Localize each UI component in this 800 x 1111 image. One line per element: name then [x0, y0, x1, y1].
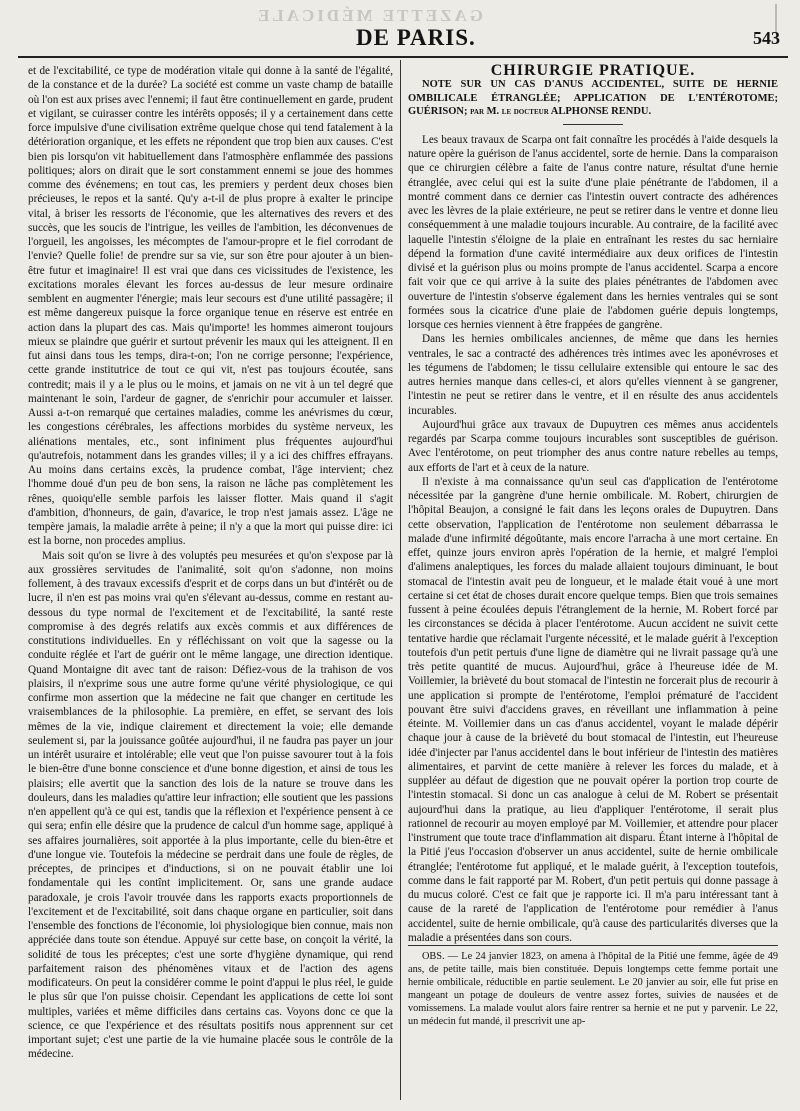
title-separator	[563, 124, 623, 125]
right-column	[408, 64, 778, 1028]
left-paragraph-1: et de l'excitabilité, ce type de modération vitale qui donne à la santé de l'égalité, de la constance et de la durée? La société est comme un vaste champ de bataille où l'on est aux prises avec l'ennemi; il faut être continuellement en garde, prudent et vigilant, se cuirasser contre les intérêts opposés; il y a certainement dans cette force impulsive d'une civilisation extrême quelque chose qui tend fatalement à la détérioration organique, et les effets ne répondent que trop bien aux causes. C'est bien pis lorsqu'on vit habituellement dans l'atmosphère enflammée des passions politiques; alors on dirait que le sort constamment ennemi se joue des hommes comme des événemens; en tout cas, les premiers y perdent deux choses bien précieuses, le repos et la santé. Qu'y a-t-il de plus propre à exalter le principe vital, à briser les ressorts de l'économie, que les alternatives des revers et des succès, que les soucis de l'intrigue, les veilles de l'ambition, les déconvenues de l'orgueil, les angoisses, les mécomptes de l'amour-propre et le fiel corrodant de l'envie? Quelle folie! de prendre sur sa vie, sur son être pour ajouter à un bien-être futur et imaginaire! Il est vrai que dans ces vicissitudes de l'existence, les excitations morales élevant les forces au-dessus de leur mesure ordinaire semblent en augmenter l'énergie; mais leur secours est d'une utilité passagère; il est même dangereux puisque la force organique tenue en réserve est entrée en action dans la plupart des cas. Mais qu'importe! les hommes aimeront toujours mieux se plaindre que guérir et surtout prévenir les maux qui les atteignent. Il en fut ainsi dans tous les temps, dira-t-on; l'on ne corrige personne; l'expérience, cette grande institutrice de tout ce qui vit, n'est pas toujours écoutée, sans contredit; mais il y a le plus ou le moins, et jamais on ne vit à un tel degré que maintenant le soin, l'ardeur de gagner, de s'enrichir pour accumuler et laisser. Aussi a-t-on remarqué que certaines maladies, comme les anévrismes du cœur, les congestions cérébrales, les affections morbides du système nerveux, les aliénations mentales, etc., sont infiniment plus fréquentes aujourd'hui qu'autrefois, notamment dans les grandes villes; il y a ici des chiffres effrayans. Au moins dans certains excès, la prudence combat, l'âge intervient; chez l'homme doué d'un peu de bon sens, la raison ne lâche pas complètement les rênes, quoiqu'elle semble parfois les laisser flotter. Mais quand il s'agit d'ambition, d'honneurs, de gain, d'avarice, le trop n'est jamais assez. L'âge ne tempère jamais, la maladie arrête à peine; il n'y a que la mort qui puisse dire: ici est la borne, non procedes amplius.	[28, 65, 394, 548]
right-paragraph-1: Les beaux travaux de Scarpa ont fait connaître les procédés à l'aide desquels la nature opère la guérison de l'anus accidentel, sorte de hernie. Dans la comparaison que ce chirurgien célèbre a faite de l'anus contre nature, résultat d'une hernie étranglée, avec celui qui est la suite d'une plaie pénétrante de l'abdomen, il a montré comment dans ce dernier cas l'intestin ouvert contracte des adhérences avec les lèvres de la plaie extérieure, ne peut se retirer dans le ventre et donne lieu conséquemment à une maladie toujours incurable. Au contraire, de la facilité avec laquelle l'intestin s'éloigne de la plaie en entraînant les restes du sac herniaire dépend la formation d'une cavité intermédiaire aux deux orifices de l'intestin divisé et la guérison plus ou moins prompte de l'anus accidentel. Scarpa a encore fait voir que ce qui arrive à la suite des plaies pénétrantes de l'abdomen avec ouverture de l'intestin s'observe également dans les hernies ventrales qui se sont formées sous la cicatrice d'une plaie de l'abdomen guérie depuis longtemps, lorsque ces hernies viennent à être frappées de gangrène.	[408, 133, 778, 331]
left-column	[28, 64, 393, 1062]
journal-title: DE PARIS.	[356, 25, 476, 50]
right-paragraph-3: Aujourd'hui grâce aux travaux de Dupuytren ces mêmes anus accidentels regardés par Scarpa comme toujours incurables sont susceptibles de guérison. Avec l'entérotome, on peut triompher des anus contre nature rebelles au temps, aux efforts de l'art et à ceux de la nature.	[408, 418, 778, 474]
column-divider	[400, 60, 401, 1100]
observation-paragraph: OBS. — Le 24 janvier 1823, on amena à l'hôpital de la Pitié une femme, âgée de 49 ans, de petite taille, mais bien constituée. Depuis longtemps cette femme portait une hernie ombilicale, réductible en partie seulement. Le 20 janvier au soir, elle fut prise en mangeant un potage de douleurs de ventre assez fortes, suivies de nausées et de vomissemens. La malade voulut alors faire rentrer sa hernie et ne put y parvenir. Le 22, un médecin fut mandé, il prescrivit une ap-	[408, 945, 778, 1028]
page-number: 543	[753, 28, 780, 48]
right-paragraph-4: Il n'existe à ma connaissance qu'un seul cas d'application de l'entérotome nécessitée par la gangrène d'une hernie ombilicale. M. Robert, chirurgien de l'hôpital Beaujon, a consigné le fait dans les leçons orales de Dupuytren. Dans cette observation, l'application de l'entérotome non seulement débarrassa le malade d'une infirmité dégoûtante, mais encore l'arracha à une mort certaine. En effet, quinze jours environ après l'opération de la hernie, et malgré l'emploi d'alimens analeptiques, les forces du malade allaient toujours diminuant, le bout stomacal de l'intestin avait peu de longueur, et le malade était voué à une mort certaine si cet état de choses durait encore quelque temps. Bien que trois semaines fussent à peine écoulées depuis l'étranglement de la hernie, M. Robert forcé par les circonstances se décida à placer l'entérotome. Aucun accident ne suivit cette tentative hardie que réclamait l'urgente nécessité, et le malade guérit à l'exception toutefois d'un petit pertuis d'une ligne de diamètre qui ne livrait passage qu'à une très petite quantité de mucus. Aujourd'hui, grâce à l'heureuse idée de M. Voillemier, la brièveté du bout stomacal de l'intestin ne forcerait plus de recourir à une application si prompte de l'entérotome, l'emploi prématuré de l'accident pouvant être suivi d'accidens graves, en réveillant une inflammation à peine éteinte. M. Voillemier dans un cas d'anus accidentel, voyant le malade dépérir chaque jour à cause de la brièveté du bout stomacal de l'intestin, eut l'heureuse idée d'injecter par l'anus accidentel dans le bout inférieur de l'intestin des matières alimentaires, et parvint de cette manière à relever les forces du malade, et à suppléer au défaut de digestion que ne pouvait opérer la portion trop courte de l'intestin stomacal. Si donc un cas analogue à celui de M. Robert se présentait aujourd'hui dans la pratique, au lieu d'appliquer l'entérotome, il serait plus rationnel de recourir au moyen employé par M. Voillemier, et attendre pour placer l'instrument que toute trace d'inflammation ait disparu. Étant interne à l'hôpital de la Pitié j'eus l'occasion d'observer un anus accidentel, suite de hernie ombilicale étranglée; l'entérotome fut appliqué, et le malade guérit, à l'exception toutefois, comme dans le fait rapporté par M. Robert, d'un petit pertuis qui donne passage à du mucus coloré. C'est ce fait que je rapporte ici. Il m'a paru intéressant tant à cause de la rareté de l'application de l'entérotome pour remédier à l'anus accidentel, suite de hernie ombilicale, qu'à cause des particularités diverses que la maladie a présentées dans son cours.	[408, 475, 778, 944]
article-title: NOTE SUR UN CAS D'ANUS ACCIDENTEL, SUITE DE HERNIE OMBILICALE ÉTRANGLÉE; APPLICATION DE L'ENTÉROTOME; GUÉRISON; par M. le docteur ALPHONSE RENDU.	[408, 79, 778, 118]
section-title: CHIRURGIE PRATIQUE.	[490, 62, 696, 79]
right-paragraph-2: Dans les hernies ombilicales anciennes, de même que dans les hernies ventrales, le sac a contracté des adhérences très intimes avec les aponévroses et les tégumens de l'abdomen; le tissu cellulaire extensible qui entoure le sac des autres hernies manque dans celles-ci, et alors qu'elles viennent à se gangrener, l'intestin ne peut se retirer dans le ventre, et il en résulte des anus accidentels incurables.	[408, 333, 778, 417]
bleed-through-header: GAZETTE MÉDICALE	[255, 6, 483, 25]
left-paragraph-2: Mais soit qu'on se livre à des voluptés peu mesurées et qu'on s'expose par là aux grossières servitudes de l'animalité, soit qu'on s'adonne, non moins follement, à des travaux excessifs d'esprit et de corps dans un but d'intérêt ou de lucre, il n'en est pas moins vrai qu'en s'élevant au-dessus, comme en restant au-dessous du type normal de l'excitement et de l'excitabilité, la santé reste compromise à des degrés relatifs aux excès commis et aux différences de constitutions individuelles. En y réfléchissant on voit que la sagesse ou la conduite réglée et l'art de guérir ont le même langage, une direction identique. Quand Montaigne dit avec tant de raison: Défiez-vous de la trahison de vos plaisirs, il n'exprime sous une autre forme qu'une vérité physiologique, ce qui confirme mon assertion que la médecine ne fait que changer en certitude les vraisemblances de la philosophie. La première, en effet, se servant des lois mêmes de la vie, indique clairement et directement la voie; elle demande seulement si, par la jouissance goûtée aujourd'hui, il ne faudra pas payer un jour un intérêt usuraire et intolérable; elle veut que l'on puisse savourer tout à la fois le bien-être d'une bonne conscience et d'une bonne digestion, et ainsi de tous les plaisirs; elle avertit que la sanction des lois de la nature se trouve dans les douleurs, dans les maladies qu'attire leur infraction; elle soutient que les passions n'en appellent qu'à ce qui est, tandis que la réflexion et l'expérience pensent à ce qui sera; enfin elle désire que la prudence de calcul d'un homme sage, appliqué à ses affaires journalières, soit apportée à la plus importante, celle du bien-être et d'une longue vie. Toutefois la médecine se perdrait dans une foule de règles, de préceptes, de principes et d'inductions, si on ne pouvait établir une loi fondamentale qui les contînt implicitement. Or, sans une grande audace paradoxale, je crois l'avoir trouvée dans les rapports exacts proportionnels de l'excitement et de l'excitabilité, soit dans chaque organe en particulier, soit dans l'ensemble des fonctions de l'économie, loi physiologique bien connue, mais non appréciée dans toute son étendue. Appuyé sur cette base, on conçoit la vérité, la solidité de tous les préceptes; c'est une sorte d'hygiène dynamique, qui rend parfaitement raison des phénomènes vitaux et de l'action des agens modificateurs. On peut la considérer comme le point d'appui le plus réel, le guide le plus sûr que l'on puisse choisir. Cependant les applications de cette loi sont multiples, variées et même difficiles dans certains cas. Voyons donc ce que la science, ce que l'expérience et des résultats positifs nous apprennent sur cet important sujet; c'est une partie de la vie humaine placée sous le contrôle de la médecine.	[28, 549, 393, 1061]
page-header	[18, 22, 788, 58]
